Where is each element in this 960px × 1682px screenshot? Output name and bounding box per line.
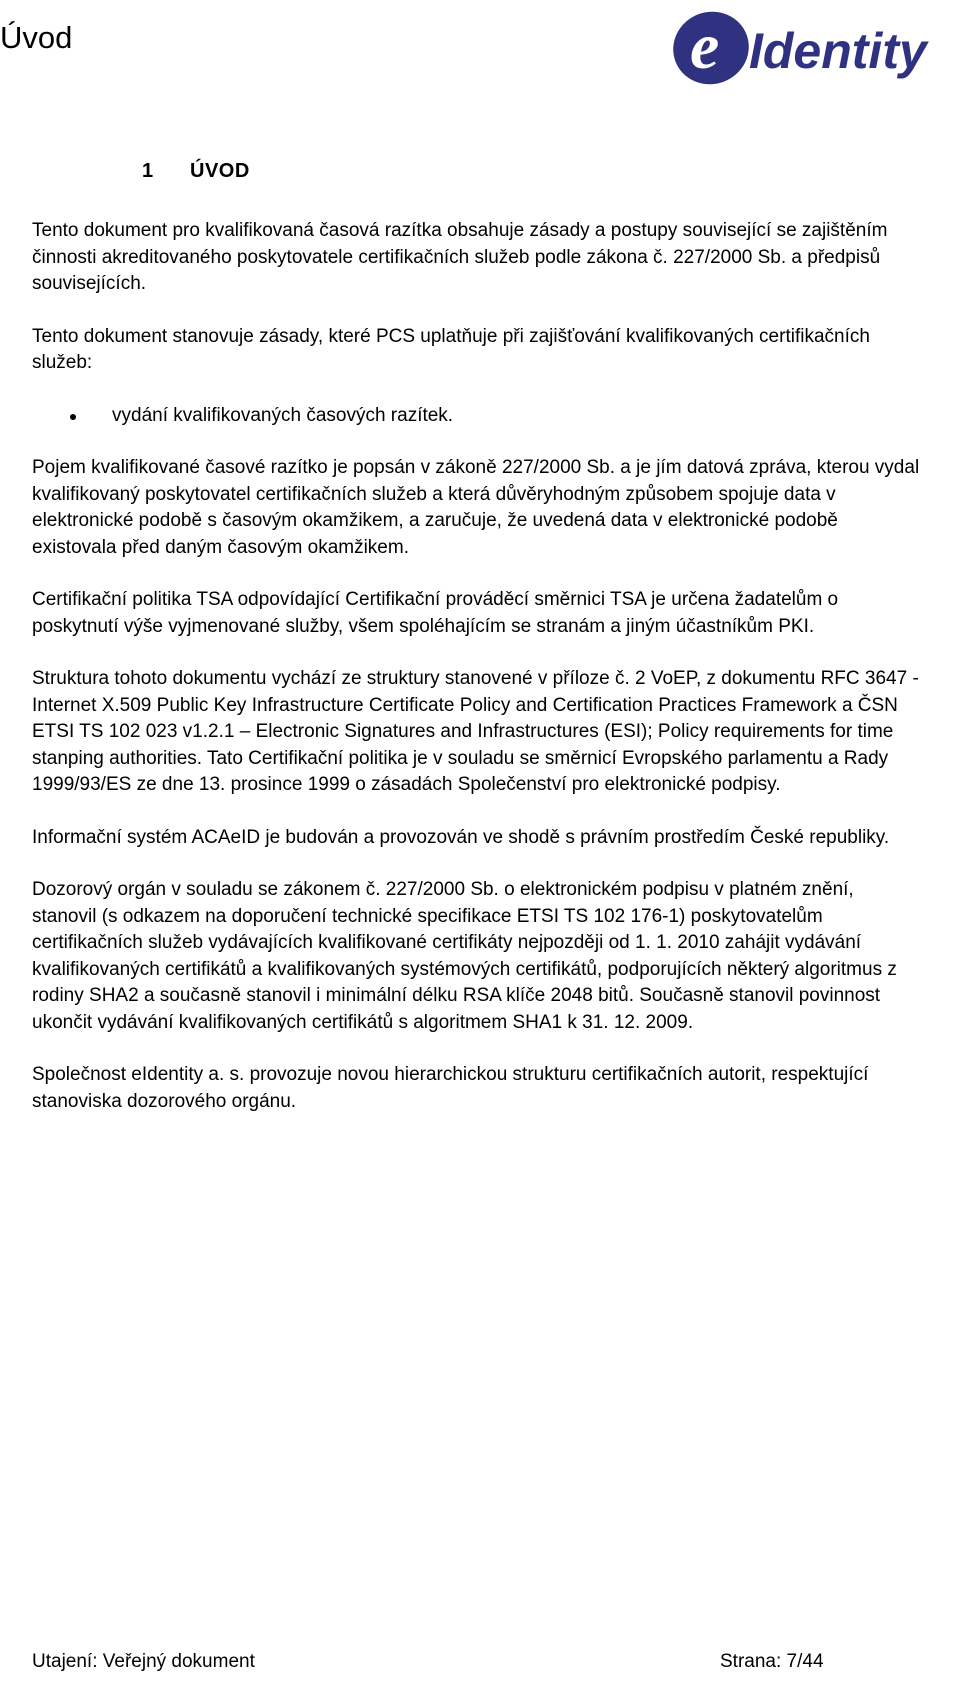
services-list (32, 403, 922, 430)
list-item-text: vydání kvalifikovaných časových razítek. (112, 404, 454, 426)
paragraph-timestamp-definition: Pojem kvalifikované časové razítko je popsán v zákoně 227/2000 Sb. a je jím datová zpráva, kterou vydal kvalifikovaný poskytovatel certifikačních služeb a která důvěryhodným způsobem spojuje data v elektronické podobě s časovým okamžikem, a zaručuje, že uvedená data v elektronické podobě existovala před daným časovým okamžikem. (32, 457, 920, 558)
logo-letter: e (690, 10, 720, 83)
footer-classification: Utajení: Veřejný dokument (32, 1651, 255, 1672)
paragraph-policy-audience: Certifikační politika TSA odpovídající Certifikační prováděcí směrnici TSA je určena žadatelům o poskytnutí výše vyjmenované služby, všem spoléhajícím se stranám a jiným účastníkům PKI. (32, 589, 839, 637)
document-body (32, 218, 922, 1141)
paragraph-company-hierarchy: Společnost eIdentity a. s. provozuje novou hierarchickou strukturu certifikačních autorit, respektující stanoviska dozorového orgánu. (32, 1064, 869, 1112)
paragraph-legal-environment: Informační systém ACAeID je budován a provozován ve shodě s právním prostředím České republiky. (32, 826, 890, 848)
eidentity-logo (665, 4, 960, 94)
paragraph-document-structure: Struktura tohoto dokumentu vychází ze struktury stanovené v příloze č. 2 VoEP, z dokumentu RFC 3647 - Internet X.509 Public Key Infrastructure Certificate Policy and Certification Practices Framework a ČSN ETSI TS 102 023 v1.2.1 – Electronic Signatures and Infrastructures (ESI); Policy requirements for time stanping authorities. Tato Certifikační politika je v souladu se směrnicí Evropského parlamentu a Rady 1999/93/ES ze dne 13. prosince 1999 o zásadách Společenství pro elektronické podpisy. (32, 668, 919, 795)
section-title: ÚVOD (190, 160, 250, 182)
section-number: 1 (142, 160, 154, 182)
bullet-icon (70, 414, 76, 420)
paragraph-supervisory-body: Dozorový orgán v souladu se zákonem č. 227/2000 Sb. o elektronickém podpisu v platném znění, stanovil (s odkazem na doporučení technické specifikace ETSI TS 102 176-1) poskytovatelům certifikačních služeb vydávajících kvalifikované certifikáty nejpozději od 1. 1. 2010 zahájit vydávání kvalifikovaných certifikátů a kvalifikovaných systémových certifikátů, podporujících některý algoritmus z rodiny SHA2 a současně stanovil i minimální délku RSA klíče 2048 bitů. Současně stanovil povinnost ukončit vydávání kvalifikovaných certifikátů s algoritmem SHA1 k 31. 12. 2009. (32, 879, 897, 1033)
page-header-title: Úvod (0, 20, 73, 55)
paragraph-principles: Tento dokument stanovuje zásady, které PCS uplatňuje při zajišťování kvalifikovaných certifikačních služeb: (32, 325, 870, 373)
list-item (32, 403, 922, 430)
paragraph-intro: Tento dokument pro kvalifikovaná časová razítka obsahuje zásady a postupy související se zajištěním činnosti akreditovaného poskytovatele certifikačních služeb podle zákona č. 227/2000 Sb. a předpisů souvisejících. (32, 220, 888, 294)
section-heading (142, 160, 250, 183)
footer-page-number: Strana: 7/44 (720, 1651, 824, 1672)
logo-wordmark: Identity (749, 23, 927, 79)
